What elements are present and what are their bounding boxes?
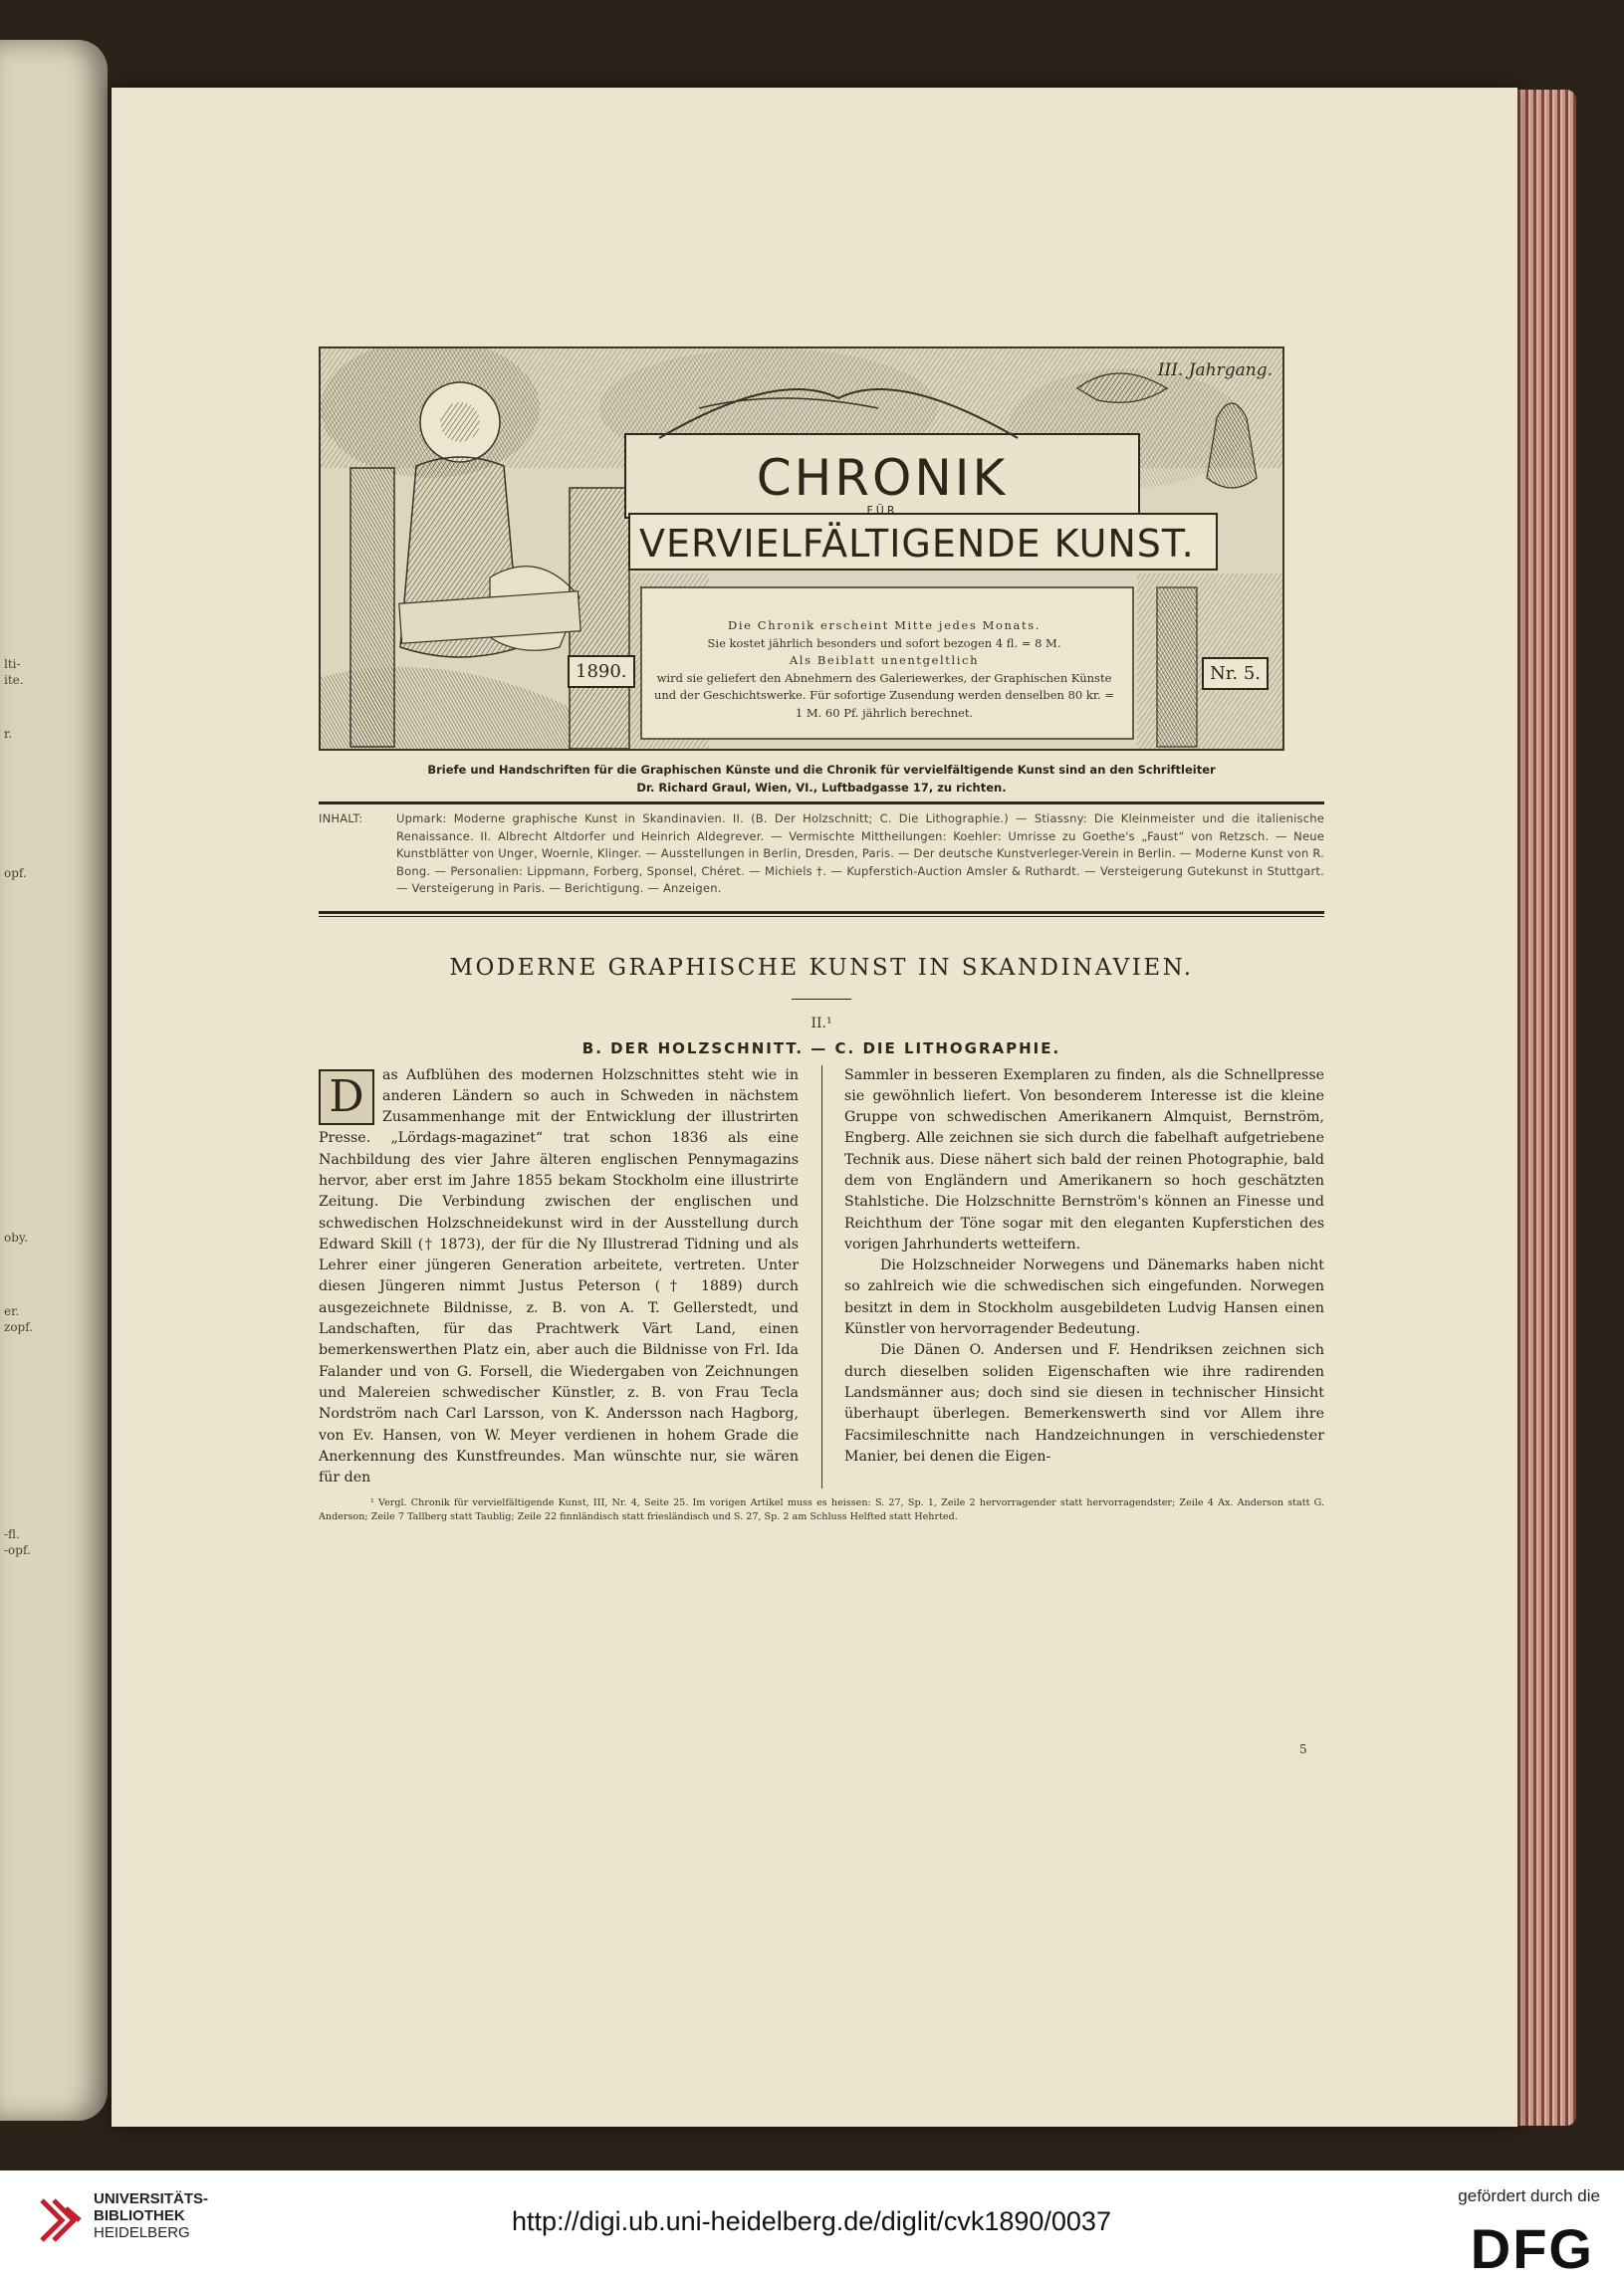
masthead-fur: FÜR [866,504,898,517]
permalink-url[interactable]: http://digi.ub.uni-heidelberg.de/diglit/cvk1890/0037 [512,2206,1111,2236]
paragraph: Die Dänen O. Andersen und F. Hendriksen zeichnen sich durch dieselben soliden Eigenschaften wie ihre radirenden Landsmänner aus; doch sind sie diesen in technischer Hinsicht überhaupt überlegen. Bemerkenswerth sind vor Allem ihre Facsimileschnitte nach Handzeichnungen in verschiedenster Manier, bei denen die Eigen- [844,1342,1324,1465]
article-part: II.¹ [811,1015,832,1031]
viewer-footer [0,2171,1624,2285]
column-divider [821,1065,822,1489]
article-title: MODERNE GRAPHISCHE KUNST IN SKANDINAVIEN. [449,954,1194,981]
funding-label: gefördert durch die [1458,2186,1600,2205]
rule [319,911,1324,914]
left-edge-fragment: lti- [4,657,21,671]
section-heading: B. DER HOLZSCHNITT. — C. DIE LITHOGRAPHIE. [581,1038,1061,1057]
library-name-line: HEIDELBERG [94,2224,190,2241]
info-line: Die Chronik erscheint Mitte jedes Monats. [728,618,1041,632]
left-edge-fragment: -opf. [4,1543,31,1557]
university-library-logo-icon [36,2190,84,2254]
left-edge-fragment: er. [4,1304,20,1318]
paragraph: as Aufblühen des modernen Holzschnittes steht wie in anderen Ländern so auch in Schweden in nächstem Zusammenhange mit der Entwicklung der illustrirten Presse. „Lördags-magazinet“ trat schon 1836 als eine Nachbildung des vier Jahre älteren englischen Pennymagazins hervor, aber erst im Jahre 1855 bekam Stockholm eine illustrirte Zeitung. Die Verbindung zwischen der englischen und schwedischen Holzschneidekunst wird in der Ausstellung durch Edward Skill († 1873), der für die Ny Illustrerad Tidning und als Lehrer einer jüngeren Generation arbeitete, vertreten. Unter diesen Jüngeren nimmt Justus Peterson († 1889) durch ausgezeichnete Bildnisse, z. B. von A. T. Gellerstedt, und Landschaften, für das Prachtwerk Värt Land, einen bemerkenswerthen Platz ein, aber auch die Bildnisse von Frl. Ida Falander und von G. Forsell, die Wiedergaben von Zeichnungen und Malereien schwedischer Künstler, z. B. von Frau Tecla Nordström nach Carl Larsson, von K. Andersson nach Hagborg, von Ev. Hansen, von W. Meyer verdienen in hohem Grade die Anerkennung des Kunstfreundes. Man wünschte nur, sie wären für den [319,1066,799,1486]
paragraph: Die Holzschneider Norwegens und Dänemarks haben nicht so zahlreich wie die schwedischen sich eingefunden. Norwegen besitzt in dem in Stockholm ausgebildeten Ludvig Hansen einen Künstler von hervorragender Bedeutung. [844,1257,1324,1338]
left-edge-fragment: r. [4,727,13,741]
left-page-edge [0,40,108,2121]
left-edge-fragment: ite. [4,673,24,687]
contents-label: INHALT: [319,811,363,825]
page-number: 5 [1299,1742,1307,1756]
masthead-title: CHRONIK [756,449,1009,507]
issue-number-badge: Nr. 5. [1202,657,1269,690]
dfg-logo: DFG [1470,2217,1594,2280]
masthead-subtitle: VERVIELFÄLTIGENDE KUNST. [639,522,1195,566]
info-line: und der Geschichtswerke. Für sofortige Zusendung werden denselben 80 kr. = [653,688,1115,702]
volume-label: III. Jahrgang. [1157,360,1273,380]
info-line: Sie kostet jährlich besonders und sofort bezogen 4 fl. = 8 M. [707,635,1061,650]
left-edge-fragment: zopf. [4,1320,34,1334]
info-line: 1 M. 60 Pf. jährlich berechnet. [795,705,974,720]
rule [319,916,1324,917]
left-edge-fragment: oby. [4,1231,28,1245]
left-column [319,1065,799,1489]
left-edge-fragment: -fl. [4,1527,20,1541]
masthead-title-block [633,449,1131,518]
drop-cap: D [319,1069,374,1125]
library-name [94,2190,208,2241]
editorial-address [319,761,1324,797]
page-content [319,346,1324,1524]
info-line: Als Beiblatt unentgeltlich [789,653,980,667]
left-edge-fragment: opf. [4,866,27,880]
title-rule [792,999,851,1000]
masthead-info [645,617,1123,722]
footnote: ¹ Vergl. Chronik für vervielfältigende Kunst, III, Nr. 4, Seite 25. Im vorigen Artikel muss es heissen: S. 27, Sp. 1, Zeile 2 hervorragender statt hervorragendster; Zeile 4 Ax. Anderson statt G. Anderson; Zeile 7 Tallberg statt Taublig; Zeile 22 finnländisch statt friesländisch und S. 27, Sp. 2 am Schluss Helfted statt Hehrted. [319,1497,1324,1523]
contents-text: Upmark: Moderne graphische Kunst in Skandinavien. II. (B. Der Holzschnitt; C. Die Lithographie.) — Stiassny: Die Kleinmeister und die italienische Renaissance. II. Albrecht Altdorfer und Heinrich Aldegrever. — Vermischte Mittheilungen: Koehler: Umrisse zu Goethe's „Faust“ von Retzsch. — Neue Kunstblätter von Unger, Woernle, Klinger. — Ausstellungen in Berlin, Dresden, Paris. — Der deutsche Kunstverleger-Verein in Berlin. — Moderne Kunst von R. Bong. — Personalien: Lippmann, Forberg, Sponsel, Chéret. — Michiels †. — Kupferstich-Auction Amsler & Ruthardt. — Versteigerung Gutekunst in Stuttgart. — Versteigerung in Paris. — Berichtigung. — Anzeigen. [396,811,1324,895]
table-of-contents [319,804,1324,906]
paragraph: Sammler in besseren Exemplaren zu finden, als die Schnellpresse sie gewöhnlich liefert. Von besonderem Interesse ist die kleine Gruppe von schwedischen Amerikanern Almquist, Bernström, Engberg. Alle zeichnen sie sich durch die fabelhaft aufgetriebene Technik aus. Diese nähert sich bald der reinen Photographie, bald dem von Engländern und Amerikanern so hoch geschätzten Stahlstiche. Die Holzschnitte Bernström's können an Finesse und Reichthum der Töne sogar mit den eleganten Kupferstichen des vorigen Jahrhunderts wetteifern. [844,1066,1324,1253]
library-name-line: BIBLIOTHEK [94,2207,185,2224]
address-line: Briefe und Handschriften für die Graphischen Künste und die Chronik für vervielfältigende Kunst sind an den Schriftleiter [427,763,1216,777]
address-line: Dr. Richard Graul, Wien, VI., Luftbadgasse 17, zu richten. [636,781,1007,795]
library-name-line: UNIVERSITÄTS- [94,2190,209,2207]
article-columns [319,1065,1324,1489]
info-line: wird sie geliefert den Abnehmern des Galeriewerkes, der Graphischen Künste [656,670,1112,685]
document-page [112,88,1517,2127]
year-badge: 1890. [568,655,635,688]
right-column [844,1065,1324,1489]
masthead [319,346,1284,751]
